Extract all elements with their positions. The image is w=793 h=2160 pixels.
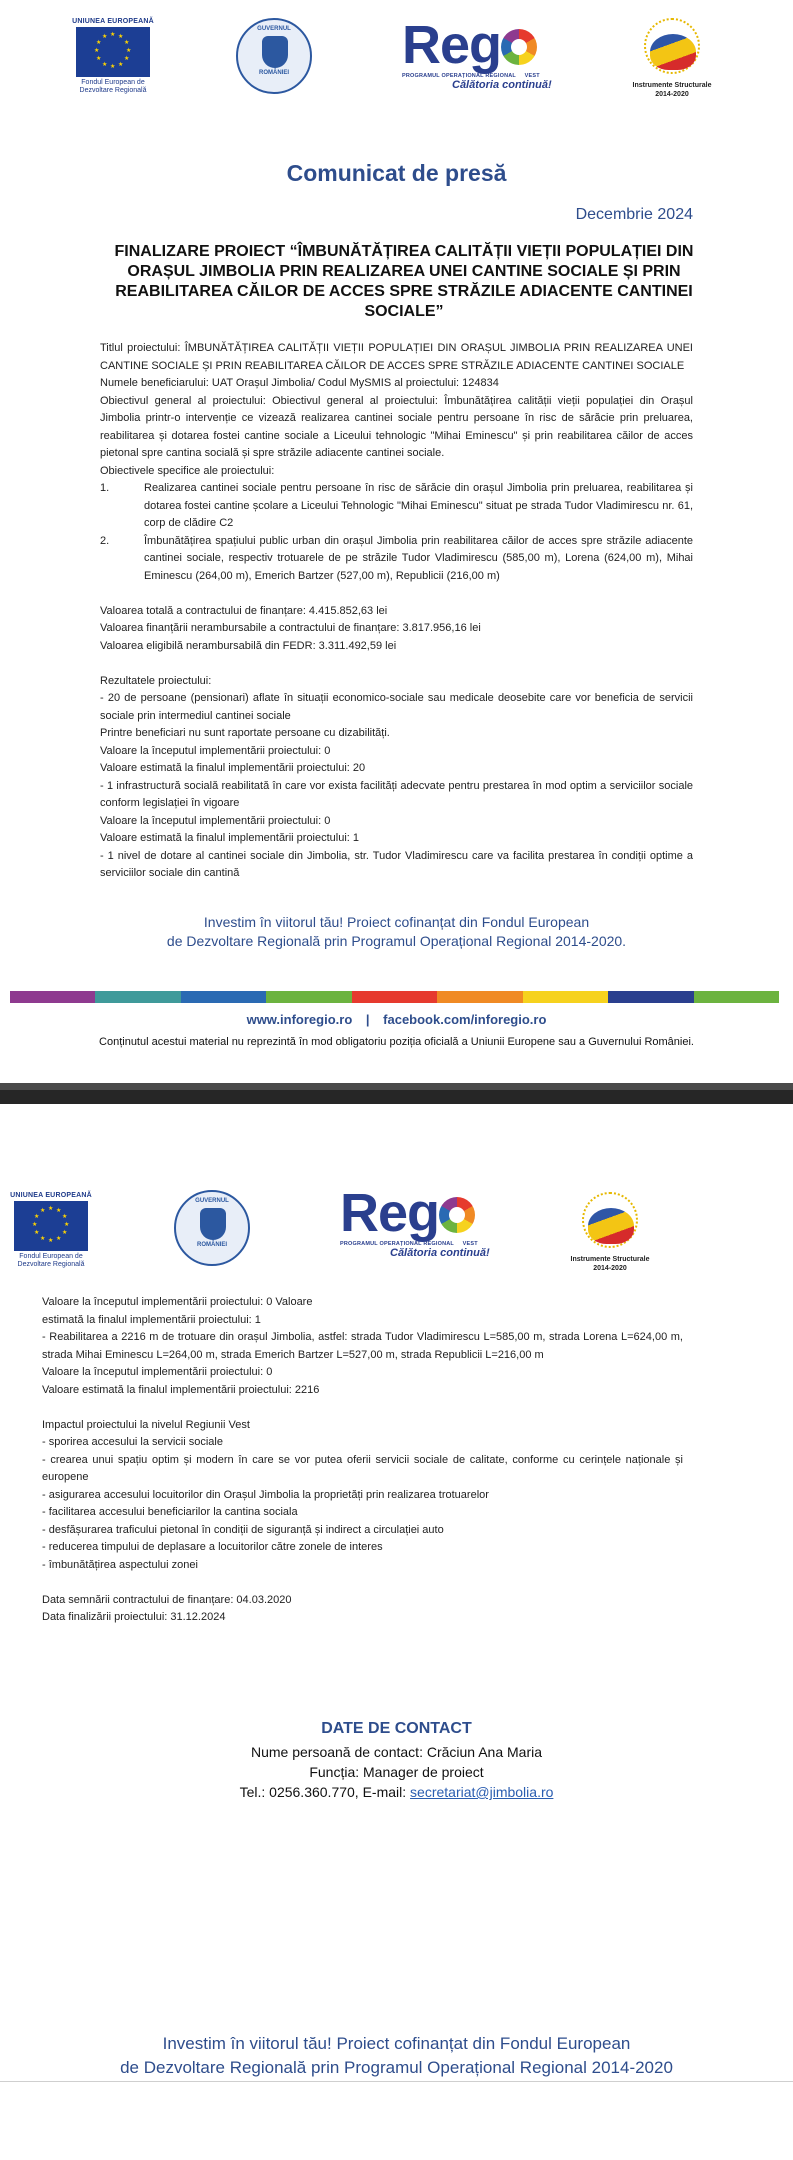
project-completion-date: Data finalizării proiectului: 31.12.2024: [42, 1611, 226, 1623]
impact-line: - sporirea accesului la servicii sociale: [42, 1436, 223, 1448]
color-stripe: [10, 991, 779, 1003]
regio-color-wheel-icon: [501, 29, 537, 65]
contact-name: Nume persoană de contact: Crăciun Ana Maria: [250, 1744, 543, 1760]
specific-objectives-heading: Obiectivele specifice ale proiectului:: [100, 464, 275, 477]
contact-title: DATE DE CONTACT: [321, 1720, 472, 1737]
result-line: Valoare estimată la finalul implementării proiectului: 1: [100, 832, 360, 844]
structural-instruments-title: Instrumente Structurale: [632, 82, 712, 89]
page-separator: [0, 1090, 793, 1104]
romania-flag-icon: [650, 34, 696, 70]
gov-logo-bottom-text: ROMÂNIEI: [259, 70, 289, 76]
government-romania-logo: GUVERNUL ROMÂNIEI: [174, 1190, 250, 1266]
impact-line: - facilitarea accesului beneficiarilor la cantina sociala: [42, 1506, 298, 1518]
regio-wordmark: Reg: [402, 18, 572, 72]
eu-logo-subtitle-1: Fondul European de: [81, 79, 145, 86]
eu-flag-icon: ★ ★ ★ ★ ★ ★ ★ ★ ★ ★ ★ ★: [76, 27, 150, 77]
regio-wordmark: Reg: [340, 1186, 510, 1240]
logos-row: [0, 15, 793, 128]
structural-instruments-logo: Instrumente Structurale 2014-2020: [560, 1192, 660, 1288]
logos-row: [0, 1184, 793, 1294]
indicator-line: Valoare estimată la finalul implementării proiectului: 2216: [42, 1383, 320, 1396]
eu-logo-title: UNIUNEA EUROPEANĂ: [72, 18, 154, 25]
romania-flag-icon: [588, 1208, 634, 1244]
eu-flag-icon: ★ ★ ★ ★ ★ ★ ★ ★ ★ ★ ★ ★: [14, 1201, 88, 1251]
results-heading: Rezultatele proiectului:: [100, 674, 212, 687]
result-line: Valoare estimată la finalul implementării proiectului: 20: [100, 762, 366, 774]
structural-instruments-logo: [622, 18, 722, 114]
government-romania-logo: [236, 18, 312, 94]
result-line: Valoare la începutul implementării proiectului: 0: [100, 744, 331, 757]
impact-heading: Impactul proiectului la nivelul Regiunii Vest: [42, 1418, 250, 1431]
cofinancing-statement: Investim în viitorul tău! Proiect cofinanțat din Fondul European de Dezvoltare Regională prin Programul Operațional Regional 2014-2020.: [166, 914, 627, 949]
structural-instruments-years: 2014-2020: [655, 91, 689, 98]
contact-role: Funcția: Manager de proiect: [309, 1764, 484, 1780]
coat-of-arms-icon: [262, 36, 288, 68]
eu-logo-subtitle-2: Dezvoltare Regională: [79, 87, 147, 94]
indicators-block: [42, 1294, 683, 1627]
nonrefundable-value-line: Valoarea finanțării nerambursabile a contractului de finanțare: 3.817.956,16 lei: [100, 622, 481, 634]
cofinancing-statement: Investim în viitorul tău! Proiect cofinanțat din Fondul European de Dezvoltare Regională prin Programul Operațional Regional 2014-2020: [120, 2034, 673, 2077]
document-page-2: [0, 1104, 793, 2160]
eu-logo: UNIUNEA EUROPEANĂ ★ ★ ★ ★ ★ ★ ★ ★ ★ ★ ★ ★ Fondul European de Dezvoltare Regională: [10, 1192, 92, 1268]
result-line: Printre beneficiari nu sunt raportate persoane cu dizabilități.: [100, 727, 390, 739]
impact-line: - desfășurarea traficului pietonal în condiții de siguranță și indirect a circulației auto: [42, 1523, 444, 1536]
objective-item: 2. Îmbunătățirea spațiului public urban din orașul Jimbolia prin reabilitarea căilor de acces spre străzile adiacente cantinei sociale, respectiv trotuarele de pe străzile Tudor Vladimirescu (585,00 m), Lorena (624,00 m), Mihai Eminescu (264,00 m), Emerich Bartzer (527,00 m), Republicii (216,00 m): [100, 534, 693, 582]
result-line: - 20 de persoane (pensionari) aflate în situații economico-sociale sau medicale deosebite care vor beneficia de servicii sociale prin intermediul cantinei sociale: [100, 692, 693, 722]
page-title: Comunicat de presă: [286, 160, 507, 186]
press-release-date: Decembrie 2024: [575, 206, 693, 223]
impact-line: - crearea unui spațiu optim și modern în care se vor putea oferii servicii sociale de calitate, conforme cu cerințele naționale și europene: [42, 1453, 683, 1483]
impact-line: - reducerea timpului de deplasare a locuitorilor către zonele de interes: [42, 1541, 383, 1553]
inforegio-link[interactable]: www.inforegio.ro: [246, 1012, 353, 1027]
contact-phone-email: Tel.: 0256.360.770, E-mail: secretariat@jimbolia.ro: [239, 1784, 554, 1800]
contact-email-link[interactable]: secretariat@jimbolia.ro: [410, 1784, 554, 1800]
disclaimer: Conținutul acestui material nu reprezintă în mod obligatoriu poziția oficială a Uniunii Europene sau a Guvernului României.: [99, 1036, 694, 1048]
beneficiary-paragraph: Numele beneficiarului: UAT Orașul Jimbolia/ Codul MySMIS al proiectului: 124834: [100, 377, 499, 389]
bottom-rule: [0, 2081, 793, 2082]
eu-logo: [68, 18, 158, 108]
indicator-line: estimată la finalul implementării proiectului: 1: [42, 1313, 261, 1326]
gov-logo-top-text: GUVERNUL: [257, 26, 291, 32]
regio-program-label: PROGRAMUL OPERAȚIONAL REGIONAL VEST: [402, 73, 540, 79]
result-line: - 1 infrastructură socială reabilitată în care vor exista facilități adecvate pentru prestarea în mod optim a serviciilor sociale conform legislației în vigoare: [100, 779, 693, 809]
result-line: - 1 nivel de dotare al cantinei sociale din Jimbolia, str. Tudor Vladimirescu care va facilita prestarea în condiții optime a serviciilor sociale din cantină: [100, 849, 693, 879]
regio-logo: [402, 15, 572, 98]
facebook-link[interactable]: facebook.com/inforegio.ro: [383, 1012, 547, 1027]
regio-logo: Reg PROGRAMUL OPERAȚIONAL REGIONAL VEST Călătoria continuă!: [340, 1186, 510, 1266]
project-details: [100, 340, 693, 883]
project-title-paragraph: Titlul proiectului: ÎMBUNĂTĂȚIREA CALITĂȚII VIEȚII POPULAȚIEI DIN ORAȘUL JIMBOLIA PRIN REALIZAREA UNEI CANTINE SOCIALE ȘI PRIN REABILITAREA CĂILOR DE ACCES SPRE STRĂZILE ADIACENTE CANTINEI SOCIALE: [100, 342, 693, 372]
general-objective-paragraph: Obiectivul general al proiectului: Obiectivul general al proiectului: Îmbunătățirea calității vieții populației din Orașul Jimbolia printr-o intervenție ce vizează realizarea cantinei sociale pentru persoane în risc de sărăcie prin preluarea, reabilitarea și dotarea fostei cantine sociale a Liceului tehnologic "Mihai Eminescu" și prin reabilitarea căilor de acces pietonal spre cantina socială și spre străzile adiacente cantinei sociale.: [100, 394, 693, 459]
project-headline: FINALIZARE PROIECT “ÎMBUNĂTĂȚIREA CALITĂȚII VIEȚII POPULAȚIEI DIN ORAȘUL JIMBOLIA PRIN REALIZAREA UNEI CANTINE SOCIALE ȘI PRIN REABILITAREA CĂILOR DE ACCES SPRE STRĂZILE ADIACENTE CANTINEI SOCIALE”: [114, 243, 694, 320]
coat-of-arms-icon: [200, 1208, 226, 1240]
indicator-line: Valoare la începutul implementării proiectului: 0: [42, 1366, 273, 1378]
regio-color-wheel-icon: [439, 1197, 475, 1233]
indicator-line: - Reabilitarea a 2216 m de trotuare din orașul Jimbolia, astfel: strada Tudor Vladimirescu L=585,00 m, strada Lorena L=624,00 m, strada Mihai Eminescu L=264,00 m, strada Emerich Bartzer L=527,00 m, strada Republicii L=216,00 m: [42, 1331, 683, 1361]
eligible-value-line: Valoarea eligibilă nerambursabilă din FEDR: 3.311.492,59 lei: [100, 639, 397, 652]
total-value-line: Valoarea totală a contractului de finanțare: 4.415.852,63 lei: [100, 604, 388, 617]
regio-tagline: Călătoria continuă!: [452, 79, 552, 91]
result-line: Valoare la începutul implementării proiectului: 0: [100, 814, 331, 827]
page-edge: [0, 1083, 793, 1090]
impact-line: - asigurarea accesului locuitorilor din Orașul Jimbolia la proprietăți prin realizarea trotuarelor: [42, 1488, 489, 1501]
impact-line: - îmbunătățirea aspectului zonei: [42, 1558, 198, 1571]
indicator-line: Valoare la începutul implementării proiectului: 0 Valoare: [42, 1296, 313, 1308]
contract-signing-date: Data semnării contractului de finanțare: 04.03.2020: [42, 1593, 292, 1606]
objective-item: 1. Realizarea cantinei sociale pentru persoane în risc de sărăcie din orașul Jimbolia prin preluarea, reabilitarea și dotarea fostei cantine școlare a Liceului Tehnologic "Mihai Eminescu" situat pe strada Tudor Vladimirescu nr. 61, corp de clădire C2: [100, 482, 693, 529]
footer-links: www.inforegio.ro | facebook.com/inforegio.ro: [246, 1012, 547, 1027]
